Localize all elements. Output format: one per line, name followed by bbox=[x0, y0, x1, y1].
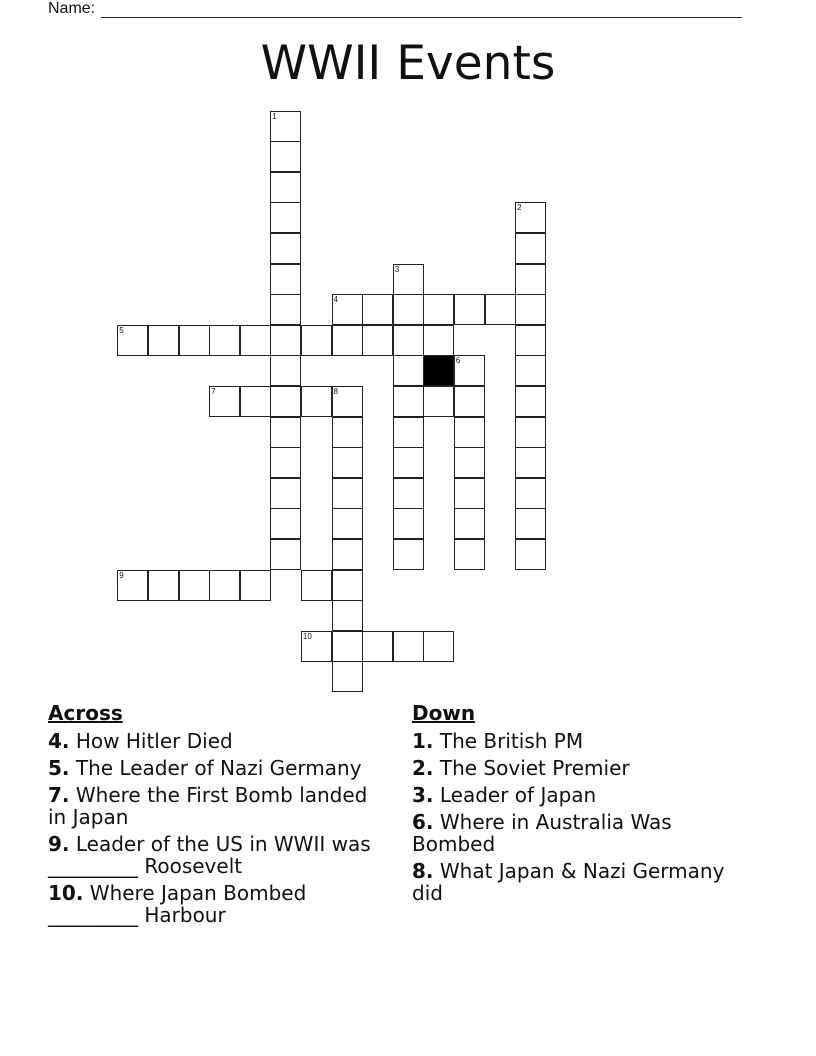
grid-cell[interactable] bbox=[515, 264, 546, 295]
across-clue: 9. Leader of the US in WWII was _________ Roosevelt bbox=[48, 832, 371, 878]
grid-cell[interactable] bbox=[515, 233, 546, 264]
grid-cell[interactable] bbox=[362, 325, 393, 356]
grid-cell[interactable] bbox=[423, 386, 454, 417]
grid-cell[interactable] bbox=[270, 447, 301, 478]
grid-cell[interactable] bbox=[454, 539, 485, 570]
grid-cell[interactable] bbox=[393, 478, 424, 509]
clue-number: 5 bbox=[119, 325, 124, 335]
clue-number: 9 bbox=[119, 570, 124, 580]
grid-cell[interactable] bbox=[148, 570, 179, 601]
clue-number: 8 bbox=[333, 387, 338, 396]
grid-cell[interactable] bbox=[362, 294, 393, 325]
grid-cell[interactable] bbox=[332, 539, 363, 570]
grid-cell[interactable] bbox=[393, 386, 424, 417]
grid-cell[interactable] bbox=[270, 141, 301, 172]
grid-cell[interactable] bbox=[332, 447, 363, 478]
grid-cell[interactable] bbox=[423, 325, 454, 356]
clue-number: 6 bbox=[455, 356, 461, 366]
across-clues bbox=[48, 702, 388, 931]
grid-cell[interactable] bbox=[270, 539, 301, 570]
grid-cell[interactable] bbox=[515, 202, 546, 233]
grid-cell[interactable] bbox=[270, 294, 301, 325]
grid-cell[interactable] bbox=[454, 386, 485, 417]
grid-cell[interactable] bbox=[454, 294, 485, 325]
grid-cell[interactable] bbox=[393, 508, 424, 539]
clue-number: 1 bbox=[272, 111, 277, 121]
grid-cell[interactable] bbox=[454, 417, 485, 448]
grid-cell[interactable] bbox=[515, 539, 546, 570]
grid-cell[interactable] bbox=[270, 172, 301, 203]
down-heading: Down bbox=[412, 701, 476, 725]
clue-number: 10 bbox=[302, 631, 312, 641]
down-clue: 8. What Japan & Nazi Germany did bbox=[412, 859, 725, 905]
grid-cell[interactable] bbox=[209, 386, 240, 417]
grid-cell[interactable] bbox=[240, 325, 271, 356]
grid-cell[interactable] bbox=[515, 386, 546, 417]
grid-cell[interactable] bbox=[332, 325, 363, 356]
grid-cell[interactable] bbox=[332, 417, 363, 448]
grid-cell[interactable] bbox=[270, 264, 301, 295]
grid-cell[interactable] bbox=[393, 325, 424, 356]
grid-cell[interactable] bbox=[393, 264, 424, 295]
clue-number: 7 bbox=[211, 387, 216, 396]
grid-cell[interactable] bbox=[332, 478, 363, 509]
clue-number: 3 bbox=[394, 264, 400, 274]
grid-cell[interactable] bbox=[454, 355, 485, 386]
grid-cell[interactable] bbox=[332, 570, 363, 601]
grid-cell[interactable] bbox=[332, 508, 363, 539]
grid-cell[interactable] bbox=[515, 294, 546, 325]
grid-cell[interactable] bbox=[423, 631, 454, 662]
grid-cell[interactable] bbox=[393, 447, 424, 478]
grid-cell[interactable] bbox=[148, 325, 179, 356]
grid-cell[interactable] bbox=[301, 631, 332, 662]
grid-cell[interactable] bbox=[117, 325, 148, 356]
grid-cell[interactable] bbox=[117, 570, 148, 601]
grid-cell[interactable] bbox=[332, 631, 363, 662]
clue-number: 4 bbox=[333, 295, 338, 305]
across-heading: Across bbox=[48, 701, 123, 725]
grid-cell[interactable] bbox=[270, 202, 301, 233]
grid-cell[interactable] bbox=[515, 447, 546, 478]
down-clue: 3. Leader of Japan bbox=[412, 783, 597, 807]
grid-cell[interactable] bbox=[362, 631, 393, 662]
grid-cell[interactable] bbox=[332, 294, 363, 325]
across-clue: 4. How Hitler Died bbox=[48, 729, 233, 753]
grid-cell[interactable] bbox=[332, 661, 363, 692]
grid-cell[interactable] bbox=[270, 355, 301, 386]
grid-cell[interactable] bbox=[270, 478, 301, 509]
down-clue: 2. The Soviet Premier bbox=[412, 756, 630, 780]
grid-cell[interactable] bbox=[393, 417, 424, 448]
grid-cell[interactable] bbox=[270, 233, 301, 264]
grid-cell[interactable] bbox=[270, 111, 301, 142]
grid-cell[interactable] bbox=[270, 417, 301, 448]
grid-cell[interactable] bbox=[454, 478, 485, 509]
black-cell bbox=[423, 355, 454, 386]
grid-cell[interactable] bbox=[393, 355, 424, 386]
grid-cell[interactable] bbox=[240, 386, 271, 417]
grid-cell[interactable] bbox=[515, 417, 546, 448]
grid-cell[interactable] bbox=[270, 386, 301, 417]
grid-cell[interactable] bbox=[332, 386, 363, 417]
grid-cell[interactable] bbox=[179, 570, 210, 601]
grid-cell[interactable] bbox=[301, 386, 332, 417]
grid-cell[interactable] bbox=[209, 325, 240, 356]
puzzle-title: WWII Events bbox=[260, 36, 556, 91]
grid-cell[interactable] bbox=[485, 294, 516, 325]
grid-cell[interactable] bbox=[270, 325, 301, 356]
across-clue: 7. Where the First Bomb landed in Japan bbox=[48, 783, 368, 829]
grid-cell[interactable] bbox=[393, 294, 424, 325]
grid-cell[interactable] bbox=[454, 508, 485, 539]
grid-cell[interactable] bbox=[454, 447, 485, 478]
grid-cell[interactable] bbox=[515, 478, 546, 509]
name-label: Name: bbox=[48, 0, 96, 17]
grid-cell[interactable] bbox=[301, 325, 332, 356]
down-clue: 1. The British PM bbox=[412, 729, 584, 753]
grid-cell[interactable] bbox=[209, 570, 240, 601]
grid-cell[interactable] bbox=[270, 508, 301, 539]
across-clue: 10. Where Japan Bombed _________ Harbour bbox=[48, 881, 307, 927]
grid-cell[interactable] bbox=[301, 570, 332, 601]
grid-cell[interactable] bbox=[179, 325, 210, 356]
grid-cell[interactable] bbox=[332, 600, 363, 631]
grid-cell[interactable] bbox=[515, 325, 546, 356]
down-clues bbox=[412, 702, 752, 909]
grid-cell[interactable] bbox=[240, 570, 271, 601]
down-clue: 6. Where in Australia Was Bombed bbox=[412, 810, 672, 856]
grid-cell[interactable] bbox=[515, 508, 546, 539]
grid-cell[interactable] bbox=[423, 294, 454, 325]
grid-cell[interactable] bbox=[515, 355, 546, 386]
across-clue: 5. The Leader of Nazi Germany bbox=[48, 756, 362, 780]
grid-cell[interactable] bbox=[393, 539, 424, 570]
clue-number: 2 bbox=[517, 203, 522, 213]
grid-cell[interactable] bbox=[393, 631, 424, 662]
